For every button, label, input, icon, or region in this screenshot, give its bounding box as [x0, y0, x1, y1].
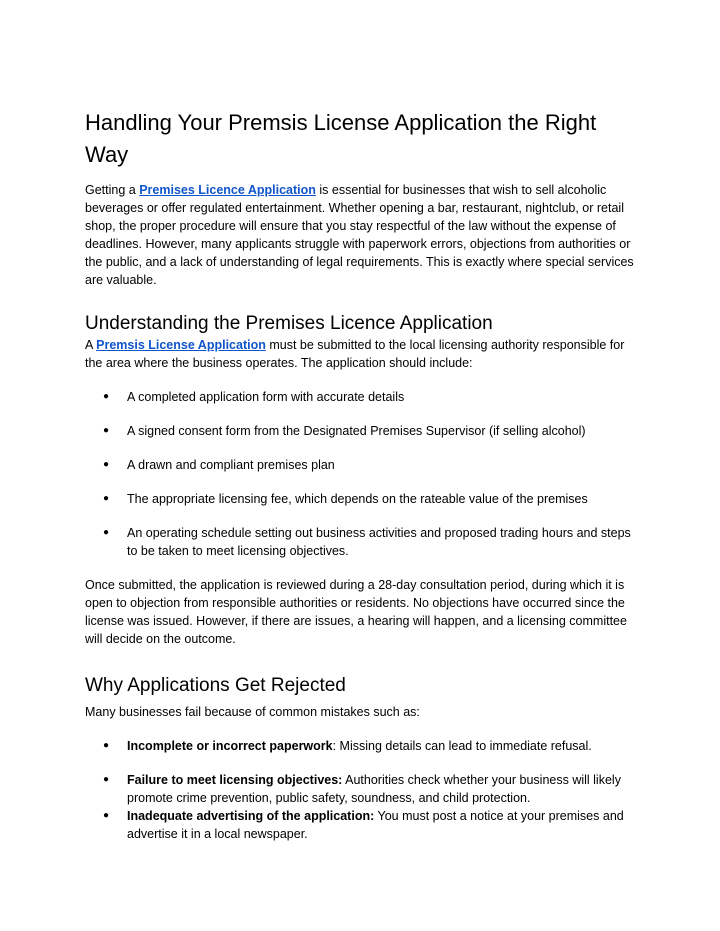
list-item-text: An operating schedule setting out business activities and proposed trading hours and steps to be taken to meet licensing objectives.	[127, 526, 631, 558]
intro-paragraph	[85, 181, 640, 289]
bullet-icon: ●	[103, 493, 110, 504]
list-item-text: A completed application form with accurate details	[127, 390, 405, 404]
mistakes-list	[85, 737, 640, 843]
intro-text-pre: Getting a	[85, 183, 140, 197]
intro-text-post: is essential for businesses that wish to sell alcoholic beverages or offer regulated entertainment. Whether opening a bar, restaurant, nightclub, or retail shop, the proper procedure will ensure that you stay respectful of the law without the expense of deadlines. However, many applicants struggle with paperwork errors, objections from authorities or the public, and a lack of understanding of legal requirements. This is exactly where special services are valuable.	[85, 183, 634, 287]
section-heading-rejected: Why Applications Get Rejected	[85, 675, 346, 696]
list-item-text: The appropriate licensing fee, which depends on the rateable value of the premises	[127, 492, 588, 506]
section1-text-pre: A	[85, 338, 97, 352]
list-item	[85, 771, 640, 807]
section1-paragraph	[85, 336, 640, 372]
list-item-text: : Missing details can lead to immediate refusal.	[332, 739, 592, 753]
consultation-paragraph: Once submitted, the application is reviewed during a 28-day consultation period, during which it is open to objection from responsible authorities or residents. No objections have occurred since the license was issued. However, if there are issues, a hearing will happen, and a licensing committee will decide on the outcome.	[85, 578, 627, 646]
list-item	[85, 456, 640, 474]
bullet-icon: ●	[103, 459, 110, 470]
list-item	[85, 388, 640, 406]
bullet-icon: ●	[103, 774, 110, 785]
list-item-bold: Incomplete or incorrect paperwork	[127, 739, 333, 753]
list-item	[85, 422, 640, 440]
list-item-text: You must post a notice at your premises and advertise it in a local newspaper.	[127, 809, 624, 841]
section2-intro: Many businesses fail because of common mistakes such as:	[85, 705, 420, 719]
bullet-icon: ●	[103, 810, 110, 821]
list-item	[85, 737, 640, 755]
bullet-icon: ●	[103, 391, 110, 402]
list-item-text: Authorities check whether your business will likely promote crime prevention, public safety, soundness, and child protection.	[127, 773, 621, 805]
list-item-bold: Failure to meet licensing objectives:	[127, 773, 343, 787]
list-item	[85, 490, 640, 508]
premises-licence-application-link[interactable]: Premises Licence Application	[139, 183, 316, 197]
bullet-icon: ●	[103, 527, 110, 538]
requirements-list	[85, 388, 640, 560]
list-item-text: A signed consent form from the Designated Premises Supervisor (if selling alcohol)	[127, 424, 586, 438]
list-item-bold: Inadequate advertising of the application:	[127, 809, 375, 823]
list-item-text: A drawn and compliant premises plan	[127, 458, 335, 472]
premsis-license-application-link[interactable]: Premsis License Application	[96, 338, 266, 352]
page-title: Handling Your Premsis License Application the Right Way	[85, 110, 597, 167]
list-item	[85, 524, 640, 560]
list-item	[85, 807, 640, 843]
document-content	[85, 107, 640, 843]
section-heading-understanding: Understanding the Premises Licence Application	[85, 313, 493, 334]
bullet-icon: ●	[103, 425, 110, 436]
bullet-icon: ●	[103, 740, 110, 751]
section1-text-post: must be submitted to the local licensing authority responsible for the area where the business operates. The application should include:	[85, 338, 625, 370]
